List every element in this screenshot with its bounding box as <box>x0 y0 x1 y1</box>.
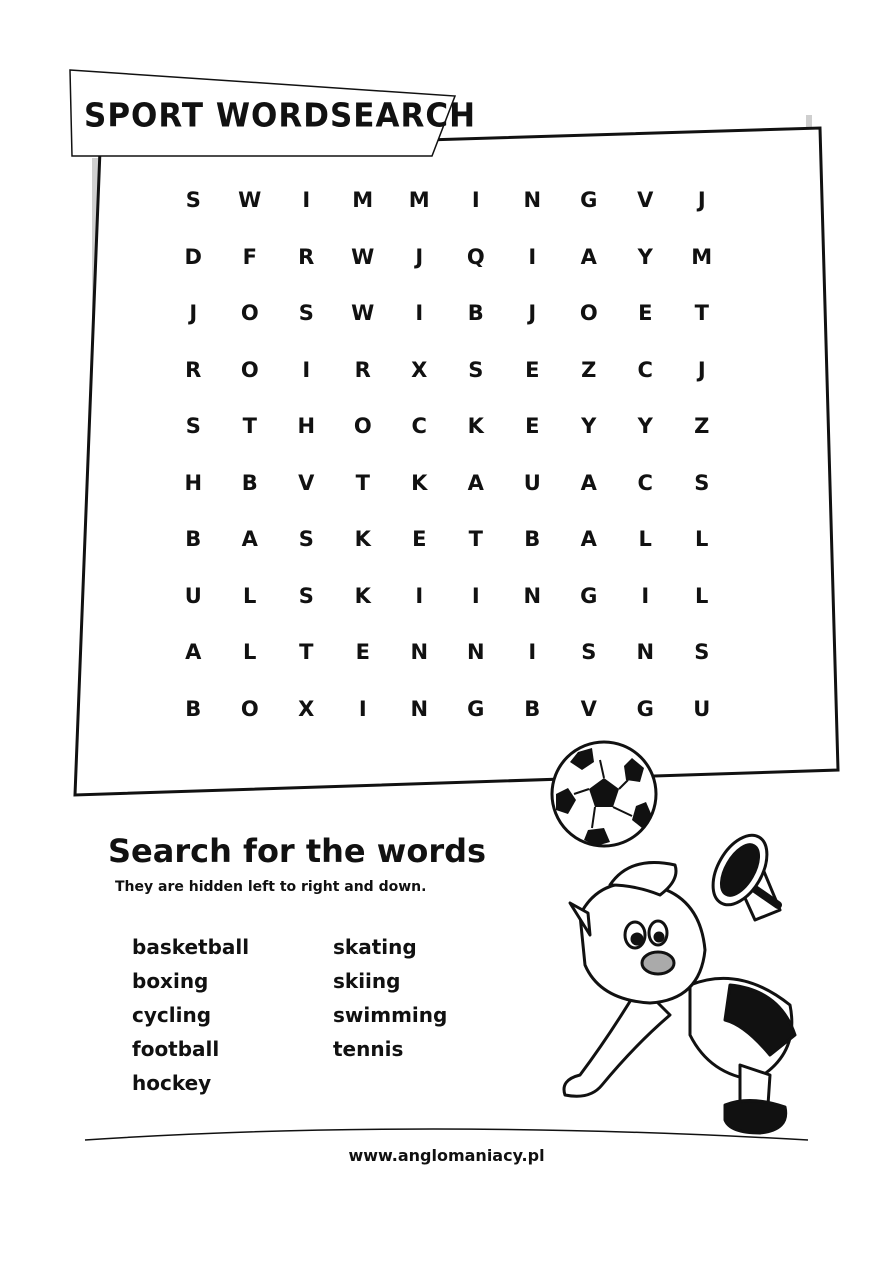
grid-letter: W <box>238 188 262 213</box>
instructions-heading: Search for the words <box>108 832 487 870</box>
word-list-item: basketball <box>132 935 250 959</box>
grid-letter: S <box>298 583 314 608</box>
grid-letter: S <box>468 357 484 382</box>
grid-letter: C <box>637 470 653 495</box>
grid-letter: K <box>354 527 371 552</box>
word-list-item: swimming <box>333 1003 448 1027</box>
grid-letter: K <box>467 414 484 439</box>
grid-letter: N <box>523 583 542 608</box>
grid-letter: G <box>636 696 654 721</box>
grid-letter: M <box>408 188 430 213</box>
grid-letter: C <box>637 357 653 382</box>
grid-letter: U <box>523 470 541 495</box>
grid-letter: G <box>580 583 598 608</box>
grid-letter: T <box>694 301 709 326</box>
word-list-item: hockey <box>132 1071 212 1095</box>
grid-letter: M <box>691 244 713 269</box>
grid-letter: T <box>468 527 483 552</box>
grid-letter: R <box>298 244 315 269</box>
grid-letter: X <box>411 357 428 382</box>
grid-letter: I <box>471 188 480 213</box>
grid-letter: E <box>412 527 427 552</box>
grid-letter: A <box>241 527 258 552</box>
grid-letter: N <box>466 640 485 665</box>
grid-letter: C <box>411 414 427 439</box>
grid-letter: O <box>240 301 259 326</box>
grid-letter: I <box>528 244 537 269</box>
grid-letter: J <box>528 301 537 326</box>
word-list-item: cycling <box>132 1003 212 1027</box>
soccer-ball-icon <box>548 738 660 850</box>
grid-letter: W <box>351 244 375 269</box>
grid-letter: R <box>354 357 371 382</box>
grid-letter: N <box>523 188 542 213</box>
grid-letter: I <box>302 188 311 213</box>
grid-letter: N <box>410 696 429 721</box>
grid-letter: W <box>351 301 375 326</box>
grid-letter: M <box>352 188 374 213</box>
grid-letter: J <box>697 357 706 382</box>
grid-letter: Z <box>694 414 710 439</box>
grid-letter: A <box>580 527 597 552</box>
grid-letter: J <box>189 301 198 326</box>
letter-grid <box>165 172 730 737</box>
grid-letter: L <box>638 527 652 552</box>
word-list-item: boxing <box>132 969 209 993</box>
page-title: SPORT WORDSEARCH <box>84 97 477 135</box>
grid-letter: E <box>525 414 540 439</box>
grid-letter: L <box>243 583 257 608</box>
grid-letter: E <box>355 640 370 665</box>
grid-letter: A <box>467 470 484 495</box>
grid-letter: V <box>580 696 597 721</box>
grid-letter: B <box>185 527 202 552</box>
grid-letter: S <box>694 640 710 665</box>
instructions-subheading: They are hidden left to right and down. <box>115 879 427 895</box>
grid-letter: H <box>184 470 203 495</box>
grid-letter: E <box>525 357 540 382</box>
grid-letter: Y <box>637 244 653 269</box>
grid-letter: I <box>641 583 650 608</box>
grid-letter: R <box>185 357 202 382</box>
grid-letter: G <box>580 188 598 213</box>
grid-letter: K <box>354 583 371 608</box>
grid-letter: O <box>579 301 598 326</box>
grid-letter: B <box>524 527 541 552</box>
grid-letter: S <box>298 527 314 552</box>
grid-letter: G <box>467 696 485 721</box>
grid-letter: Y <box>637 414 653 439</box>
grid-letter: V <box>298 470 315 495</box>
grid-letter: Z <box>581 357 597 382</box>
grid-letter: B <box>524 696 541 721</box>
grid-letter: U <box>693 696 711 721</box>
grid-letter: H <box>297 414 316 439</box>
grid-letter: T <box>355 470 370 495</box>
grid-letter: O <box>240 696 259 721</box>
footer-url: www.anglomaniacy.pl <box>348 1146 545 1165</box>
grid-letter: I <box>358 696 367 721</box>
grid-letter: Y <box>581 414 597 439</box>
grid-letter: D <box>184 244 202 269</box>
grid-letter: S <box>185 414 201 439</box>
grid-letter: V <box>637 188 654 213</box>
grid-letter: N <box>636 640 655 665</box>
grid-letter: J <box>415 244 424 269</box>
grid-letter: S <box>185 188 201 213</box>
grid-letter: F <box>242 244 257 269</box>
grid-letter: I <box>528 640 537 665</box>
grid-letter: N <box>410 640 429 665</box>
grid-letter: T <box>299 640 314 665</box>
grid-letter: Q <box>466 244 485 269</box>
grid-letter: J <box>697 188 706 213</box>
grid-letter: L <box>695 527 709 552</box>
word-list-column-1 <box>132 930 249 1100</box>
grid-letter: O <box>353 414 372 439</box>
word-list-item: tennis <box>333 1037 404 1061</box>
word-list-item: skiing <box>333 969 401 993</box>
grid-letter: A <box>580 470 597 495</box>
grid-letter: X <box>298 696 315 721</box>
grid-letter: B <box>467 301 484 326</box>
word-list-item: football <box>132 1037 220 1061</box>
grid-letter: I <box>415 583 424 608</box>
grid-letter: L <box>695 583 709 608</box>
grid-letter: B <box>241 470 258 495</box>
grid-letter: A <box>185 640 202 665</box>
grid-letter: A <box>580 244 597 269</box>
grid-letter: I <box>471 583 480 608</box>
grid-letter: I <box>302 357 311 382</box>
grid-letter: U <box>184 583 202 608</box>
grid-letter: E <box>638 301 653 326</box>
grid-letter: O <box>240 357 259 382</box>
grid-letter: T <box>242 414 257 439</box>
grid-letter: K <box>411 470 428 495</box>
grid-letter: S <box>694 470 710 495</box>
grid-letter: S <box>298 301 314 326</box>
word-list-column-2 <box>333 930 447 1066</box>
grid-letter: L <box>243 640 257 665</box>
grid-letter: I <box>415 301 424 326</box>
grid-letter: S <box>581 640 597 665</box>
word-list-item: skating <box>333 935 417 959</box>
grid-letter: B <box>185 696 202 721</box>
